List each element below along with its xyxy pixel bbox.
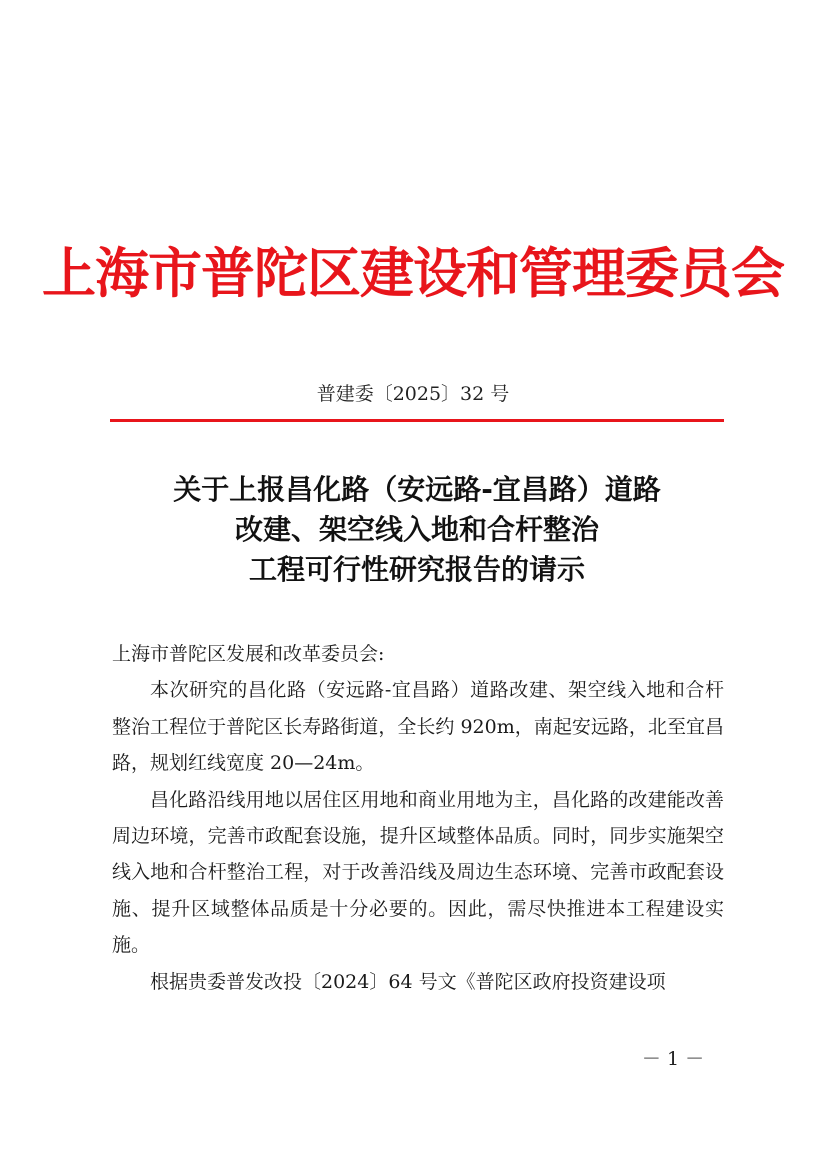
document-body (112, 636, 724, 1000)
body-paragraph: 本次研究的昌化路（安远路-宜昌路）道路改建、架空线入地和合杆整治工程位于普陀区长寿路街道，全长约 920m，南起安远路，北至宜昌路，规划红线宽度 20—24m。 (112, 679, 724, 775)
body-paragraph: 根据贵委普发改投〔2024〕64 号文《普陀区政府投资建设项 (150, 970, 666, 993)
body-paragraph: 昌化路沿线用地以居住区用地和商业用地为主，昌化路的改建能改善周边环境，完善市政配套设施，提升区域整体品质。同时，同步实施架空线入地和合杆整治工程，对于改善沿线及周边生态环境、完善市政配套设施、提升区域整体品质是十分必要的。因此，需尽快推进本工程建设实施。 (112, 788, 724, 957)
title-line: 工程可行性研究报告的请示 (248, 553, 585, 586)
salutation: 上海市普陀区发展和改革委员会: (112, 643, 385, 665)
title-line: 改建、架空线入地和合杆整治 (234, 513, 599, 546)
red-divider (110, 419, 724, 422)
title-line: 关于上报昌化路（安远路-宜昌路）道路 (173, 473, 661, 506)
issuer-header: 上海市普陀区建设和管理委员会 (42, 241, 784, 305)
page-number: － 1 － (641, 1048, 705, 1070)
document-number: 普建委〔2025〕32 号 (316, 383, 510, 405)
document-title (110, 470, 724, 590)
